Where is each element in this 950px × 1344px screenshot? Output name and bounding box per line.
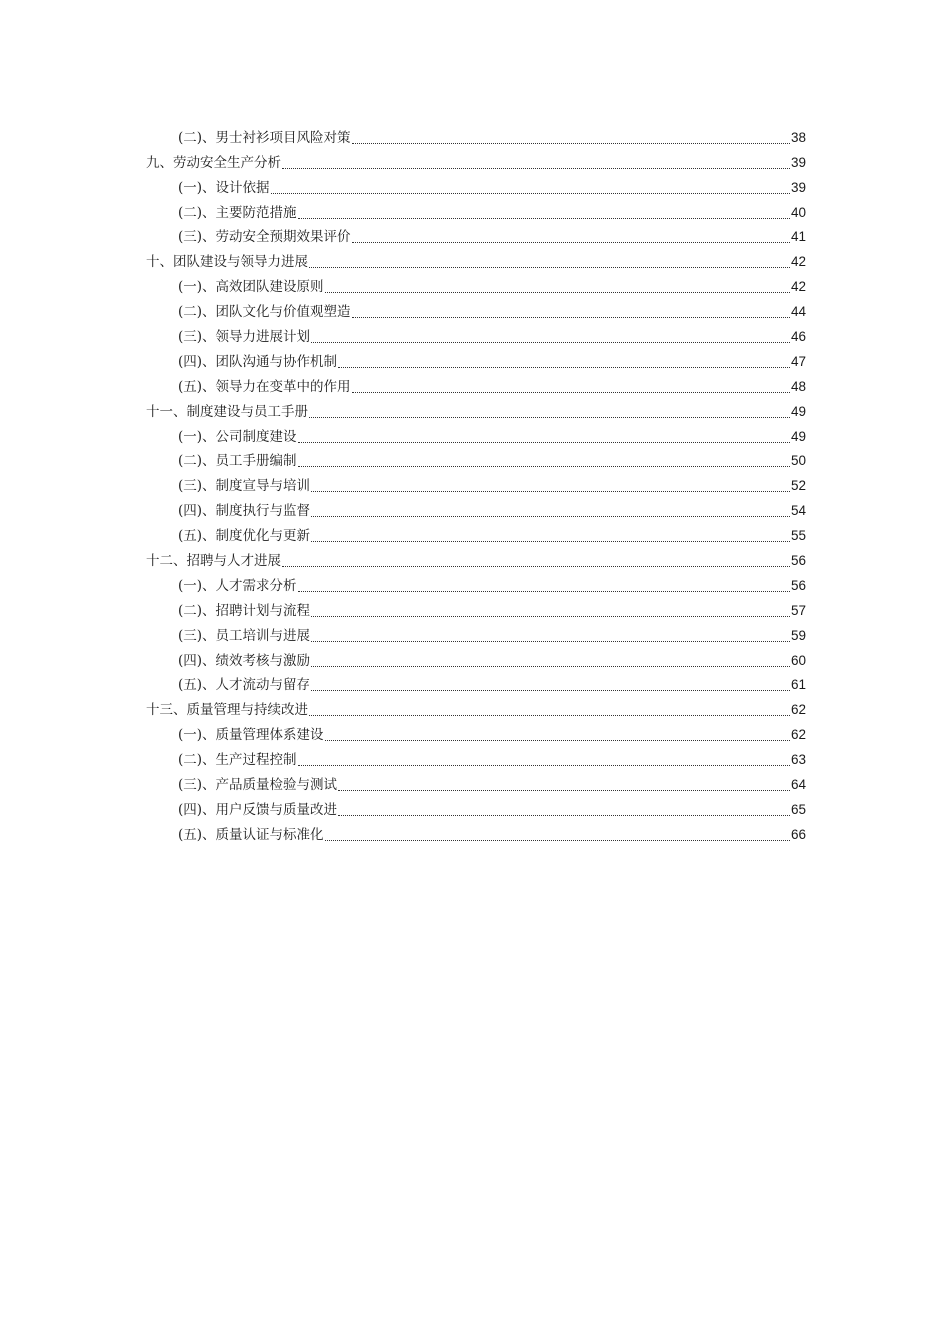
toc-section-entry[interactable] bbox=[146, 274, 806, 299]
toc-entry-title: (三)、劳动安全预期效果评价 bbox=[178, 229, 351, 246]
toc-entry-page-number: 61 bbox=[790, 677, 806, 693]
toc-section-entry[interactable] bbox=[146, 648, 806, 673]
toc-section-entry[interactable] bbox=[146, 523, 806, 548]
toc-entry-page-number: 60 bbox=[790, 652, 806, 668]
toc-entry-title: 十一、制度建设与员工手册 bbox=[146, 403, 308, 420]
toc-entry-title: 十、团队建设与领导力进展 bbox=[146, 254, 308, 271]
toc-entry-title: (三)、领导力进展计划 bbox=[178, 329, 311, 346]
toc-dot-leader bbox=[282, 167, 790, 169]
toc-entry-page-number: 62 bbox=[790, 702, 806, 718]
toc-dot-leader bbox=[352, 241, 790, 243]
toc-entry-page-number: 63 bbox=[790, 752, 806, 768]
toc-entry-title: (一)、人才需求分析 bbox=[178, 577, 297, 594]
toc-dot-leader bbox=[325, 839, 790, 841]
toc-dot-leader bbox=[338, 814, 790, 816]
toc-entry-page-number: 48 bbox=[790, 378, 806, 394]
toc-section-entry[interactable] bbox=[146, 822, 806, 847]
toc-entry-title: (一)、公司制度建设 bbox=[178, 428, 297, 445]
toc-section-entry[interactable] bbox=[146, 324, 806, 349]
toc-section-entry[interactable] bbox=[146, 623, 806, 648]
toc-dot-leader bbox=[311, 515, 790, 517]
toc-entry-title: 九、劳动安全生产分析 bbox=[146, 154, 281, 171]
toc-entry-title: (二)、员工手册编制 bbox=[178, 453, 297, 470]
toc-chapter-entry[interactable] bbox=[146, 548, 806, 573]
toc-entry-page-number: 46 bbox=[790, 329, 806, 345]
toc-entry-page-number: 38 bbox=[790, 129, 806, 145]
toc-entry-title: (三)、员工培训与进展 bbox=[178, 627, 311, 644]
toc-entry-page-number: 56 bbox=[790, 577, 806, 593]
toc-entry-page-number: 44 bbox=[790, 304, 806, 320]
toc-entry-title: (五)、制度优化与更新 bbox=[178, 528, 311, 545]
toc-dot-leader bbox=[311, 640, 790, 642]
toc-dot-leader bbox=[352, 391, 790, 393]
toc-entry-page-number: 41 bbox=[790, 229, 806, 245]
toc-section-entry[interactable] bbox=[146, 498, 806, 523]
toc-entry-title: (二)、招聘计划与流程 bbox=[178, 602, 311, 619]
toc-entry-page-number: 65 bbox=[790, 801, 806, 817]
toc-entry-title: 十三、质量管理与持续改进 bbox=[146, 702, 308, 719]
toc-entry-page-number: 42 bbox=[790, 279, 806, 295]
toc-entry-page-number: 39 bbox=[790, 154, 806, 170]
toc-entry-page-number: 39 bbox=[790, 179, 806, 195]
toc-dot-leader bbox=[338, 789, 790, 791]
toc-chapter-entry[interactable] bbox=[146, 150, 806, 175]
toc-entry-title: (五)、领导力在变革中的作用 bbox=[178, 378, 351, 395]
toc-section-entry[interactable] bbox=[146, 175, 806, 200]
toc-section-entry[interactable] bbox=[146, 449, 806, 474]
toc-entry-page-number: 42 bbox=[790, 254, 806, 270]
toc-section-entry[interactable] bbox=[146, 573, 806, 598]
toc-dot-leader bbox=[325, 739, 790, 741]
toc-section-entry[interactable] bbox=[146, 349, 806, 374]
toc-entry-title: (二)、团队文化与价值观塑造 bbox=[178, 304, 351, 321]
toc-entry-title: (四)、团队沟通与协作机制 bbox=[178, 353, 338, 370]
toc-section-entry[interactable] bbox=[146, 598, 806, 623]
toc-dot-leader bbox=[298, 465, 790, 467]
toc-entry-page-number: 62 bbox=[790, 727, 806, 743]
toc-entry-title: 十二、招聘与人才进展 bbox=[146, 553, 281, 570]
toc-dot-leader bbox=[298, 217, 790, 219]
toc-section-entry[interactable] bbox=[146, 125, 806, 150]
toc-entry-page-number: 59 bbox=[790, 627, 806, 643]
toc-entry-title: (二)、生产过程控制 bbox=[178, 752, 297, 769]
toc-dot-leader bbox=[352, 316, 790, 318]
toc-dot-leader bbox=[298, 764, 790, 766]
toc-entry-page-number: 66 bbox=[790, 826, 806, 842]
toc-entry-page-number: 55 bbox=[790, 528, 806, 544]
toc-section-entry[interactable] bbox=[146, 225, 806, 250]
toc-dot-leader bbox=[325, 291, 790, 293]
toc-section-entry[interactable] bbox=[146, 374, 806, 399]
toc-entry-page-number: 49 bbox=[790, 428, 806, 444]
toc-entry-title: (一)、质量管理体系建设 bbox=[178, 727, 324, 744]
toc-entry-title: (五)、人才流动与留存 bbox=[178, 677, 311, 694]
toc-section-entry[interactable] bbox=[146, 424, 806, 449]
toc-entry-title: (三)、产品质量检验与测试 bbox=[178, 777, 338, 794]
toc-entry-title: (四)、绩效考核与激励 bbox=[178, 652, 311, 669]
toc-dot-leader bbox=[338, 366, 790, 368]
table-of-contents bbox=[146, 125, 806, 847]
toc-entry-page-number: 56 bbox=[790, 553, 806, 569]
toc-entry-title: (四)、制度执行与监督 bbox=[178, 503, 311, 520]
toc-entry-page-number: 64 bbox=[790, 777, 806, 793]
toc-entry-title: (五)、质量认证与标准化 bbox=[178, 826, 324, 843]
toc-entry-title: (一)、高效团队建设原则 bbox=[178, 279, 324, 296]
toc-dot-leader bbox=[309, 266, 790, 268]
toc-entry-page-number: 47 bbox=[790, 353, 806, 369]
toc-dot-leader bbox=[298, 441, 790, 443]
toc-dot-leader bbox=[352, 142, 790, 144]
toc-chapter-entry[interactable] bbox=[146, 249, 806, 274]
toc-dot-leader bbox=[311, 341, 790, 343]
toc-entry-page-number: 54 bbox=[790, 503, 806, 519]
toc-entry-page-number: 40 bbox=[790, 204, 806, 220]
toc-section-entry[interactable] bbox=[146, 299, 806, 324]
toc-entry-page-number: 57 bbox=[790, 602, 806, 618]
toc-dot-leader bbox=[311, 540, 790, 542]
toc-entry-title: (二)、主要防范措施 bbox=[178, 204, 297, 221]
toc-entry-page-number: 50 bbox=[790, 453, 806, 469]
toc-section-entry[interactable] bbox=[146, 747, 806, 772]
toc-section-entry[interactable] bbox=[146, 473, 806, 498]
toc-entry-title: (三)、制度宣导与培训 bbox=[178, 478, 311, 495]
toc-entry-page-number: 52 bbox=[790, 478, 806, 494]
toc-section-entry[interactable] bbox=[146, 722, 806, 747]
toc-section-entry[interactable] bbox=[146, 200, 806, 225]
toc-dot-leader bbox=[298, 590, 790, 592]
toc-entry-title: (二)、男士衬衫项目风险对策 bbox=[178, 129, 351, 146]
toc-section-entry[interactable] bbox=[146, 673, 806, 698]
toc-entry-title: (一)、设计依据 bbox=[178, 179, 270, 196]
toc-dot-leader bbox=[282, 565, 790, 567]
toc-dot-leader bbox=[311, 689, 790, 691]
toc-dot-leader bbox=[309, 416, 790, 418]
toc-section-entry[interactable] bbox=[146, 797, 806, 822]
toc-dot-leader bbox=[309, 714, 790, 716]
toc-chapter-entry[interactable] bbox=[146, 697, 806, 722]
toc-entry-page-number: 49 bbox=[790, 403, 806, 419]
toc-dot-leader bbox=[311, 665, 790, 667]
toc-dot-leader bbox=[311, 490, 790, 492]
toc-chapter-entry[interactable] bbox=[146, 399, 806, 424]
toc-entry-title: (四)、用户反馈与质量改进 bbox=[178, 801, 338, 818]
toc-section-entry[interactable] bbox=[146, 772, 806, 797]
toc-dot-leader bbox=[311, 615, 790, 617]
toc-dot-leader bbox=[271, 192, 790, 194]
